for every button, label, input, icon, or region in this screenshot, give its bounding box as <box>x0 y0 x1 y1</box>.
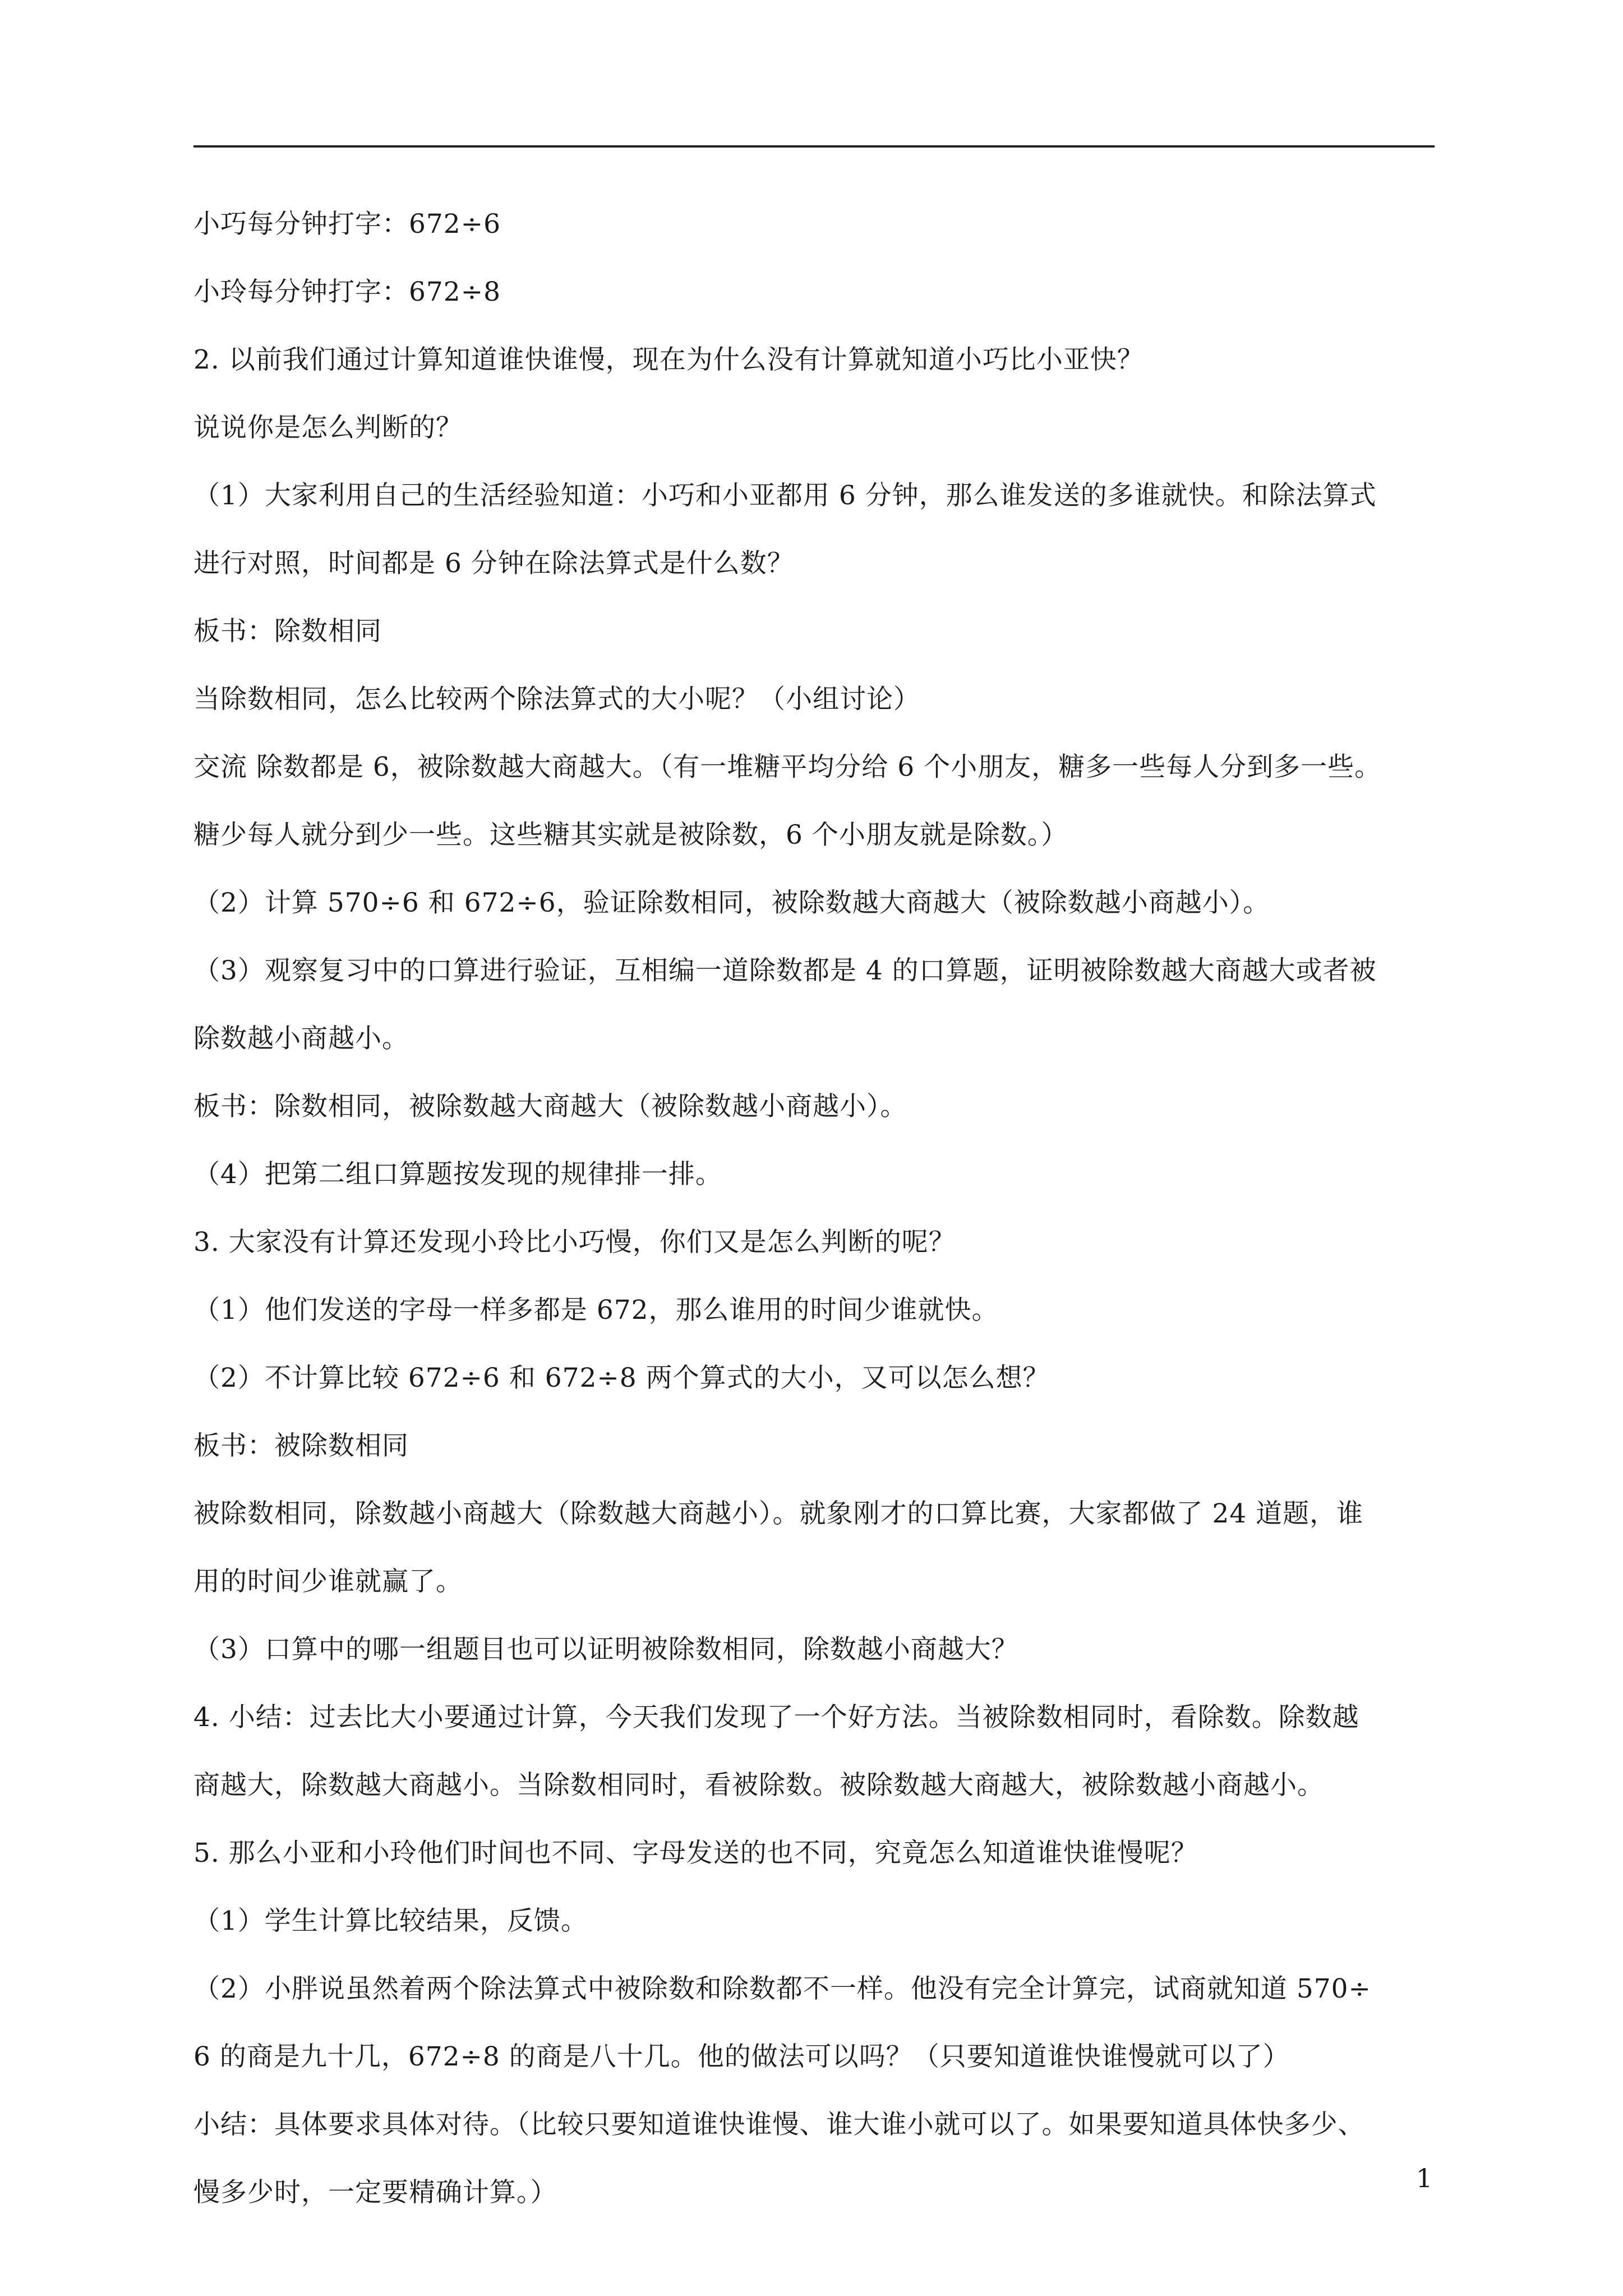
text-line: 商越大，除数越大商越小。当除数相同时，看被除数。被除数越大商越大，被除数越小商越小。 <box>193 1770 1324 1801</box>
text-line: 板书：除数相同 <box>193 616 382 647</box>
text-line: 小巧每分钟打字：672÷6 <box>193 209 501 240</box>
text-line: （1）学生计算比较结果，反馈。 <box>193 1906 588 1936</box>
text-line: （2）小胖说虽然着两个除法算式中被除数和除数都不一样。他没有完全计算完，试商就知道 570÷ <box>193 1973 1371 2004</box>
text-line: 当除数相同，怎么比较两个除法算式的大小呢？（小组讨论） <box>193 684 920 715</box>
text-line: 板书：除数相同，被除数越大商越大（被除数越小商越小）。 <box>193 1091 907 1122</box>
document-body <box>193 208 1435 2210</box>
text-line: 3. 大家没有计算还发现小玲比小巧慢，你们又是怎么判断的呢？ <box>193 1227 956 1258</box>
text-line: （3）观察复习中的口算进行验证，互相编一道除数都是 4 的口算题，证明被除数越大商越大或者被 <box>193 955 1377 986</box>
text-line: 糖少每人就分到少一些。这些糖其实就是被除数，6 个小朋友就是除数。） <box>193 820 1068 850</box>
text-line: 慢多少时，一定要精确计算。） <box>193 2177 557 2208</box>
text-line: 5. 那么小亚和小玲他们时间也不同、字母发送的也不同，究竟怎么知道谁快谁慢呢？ <box>193 1838 1198 1869</box>
text-line: 6 的商是九十几，672÷8 的商是八十几。他的做法可以吗？（只要知道谁快谁慢就可以了） <box>193 2041 1290 2072</box>
text-line: 2. 以前我们通过计算知道谁快谁慢，现在为什么没有计算就知道小巧比小亚快？ <box>193 344 1144 375</box>
text-line: （2）计算 570÷6 和 672÷6，验证除数相同，被除数越大商越大（被除数越小商越小）。 <box>193 887 1270 918</box>
text-line: 4. 小结：过去比大小要通过计算，今天我们发现了一个好方法。当被除数相同时，看除数。除数越 <box>193 1702 1359 1733</box>
text-line: 用的时间少谁就赢了。 <box>193 1566 463 1597</box>
text-line: （3）口算中的哪一组题目也可以证明被除数相同，除数越小商越大？ <box>193 1634 1018 1665</box>
text-line: （1）他们发送的字母一样多都是 672，那么谁用的时间少谁就快。 <box>193 1295 999 1326</box>
text-line: （1）大家利用自己的生活经验知道：小巧和小亚都用 6 分钟，那么谁发送的多谁就快。和除法算式 <box>193 480 1377 511</box>
header-rule <box>193 145 1435 148</box>
text-line: （4）把第二组口算题按发现的规律排一排。 <box>193 1159 722 1190</box>
text-line: （2）不计算比较 672÷6 和 672÷8 两个算式的大小，又可以怎么想？ <box>193 1363 1050 1393</box>
text-line: 除数越小商越小。 <box>193 1023 409 1054</box>
text-line: 说说你是怎么判断的？ <box>193 412 463 443</box>
text-line: 板书：被除数相同 <box>193 1430 409 1461</box>
text-line: 进行对照，时间都是 6 分钟在除法算式是什么数？ <box>193 548 794 579</box>
text-line: 小玲每分钟打字：672÷8 <box>193 277 501 307</box>
text-line: 被除数相同，除数越小商越大（除数越大商越小）。就象刚才的口算比赛，大家都做了 24 道题，谁 <box>193 1498 1364 1529</box>
text-line: 交流 除数都是 6，被除数越大商越大。（有一堆糖平均分给 6 个小朋友，糖多一些每人分到多一些。 <box>193 752 1382 783</box>
page-number: 1 <box>1416 2163 1433 2193</box>
text-line: 小结：具体要求具体对待。（比较只要知道谁快谁慢、谁大谁小就可以了。如果要知道具体快多少、 <box>193 2109 1365 2140</box>
